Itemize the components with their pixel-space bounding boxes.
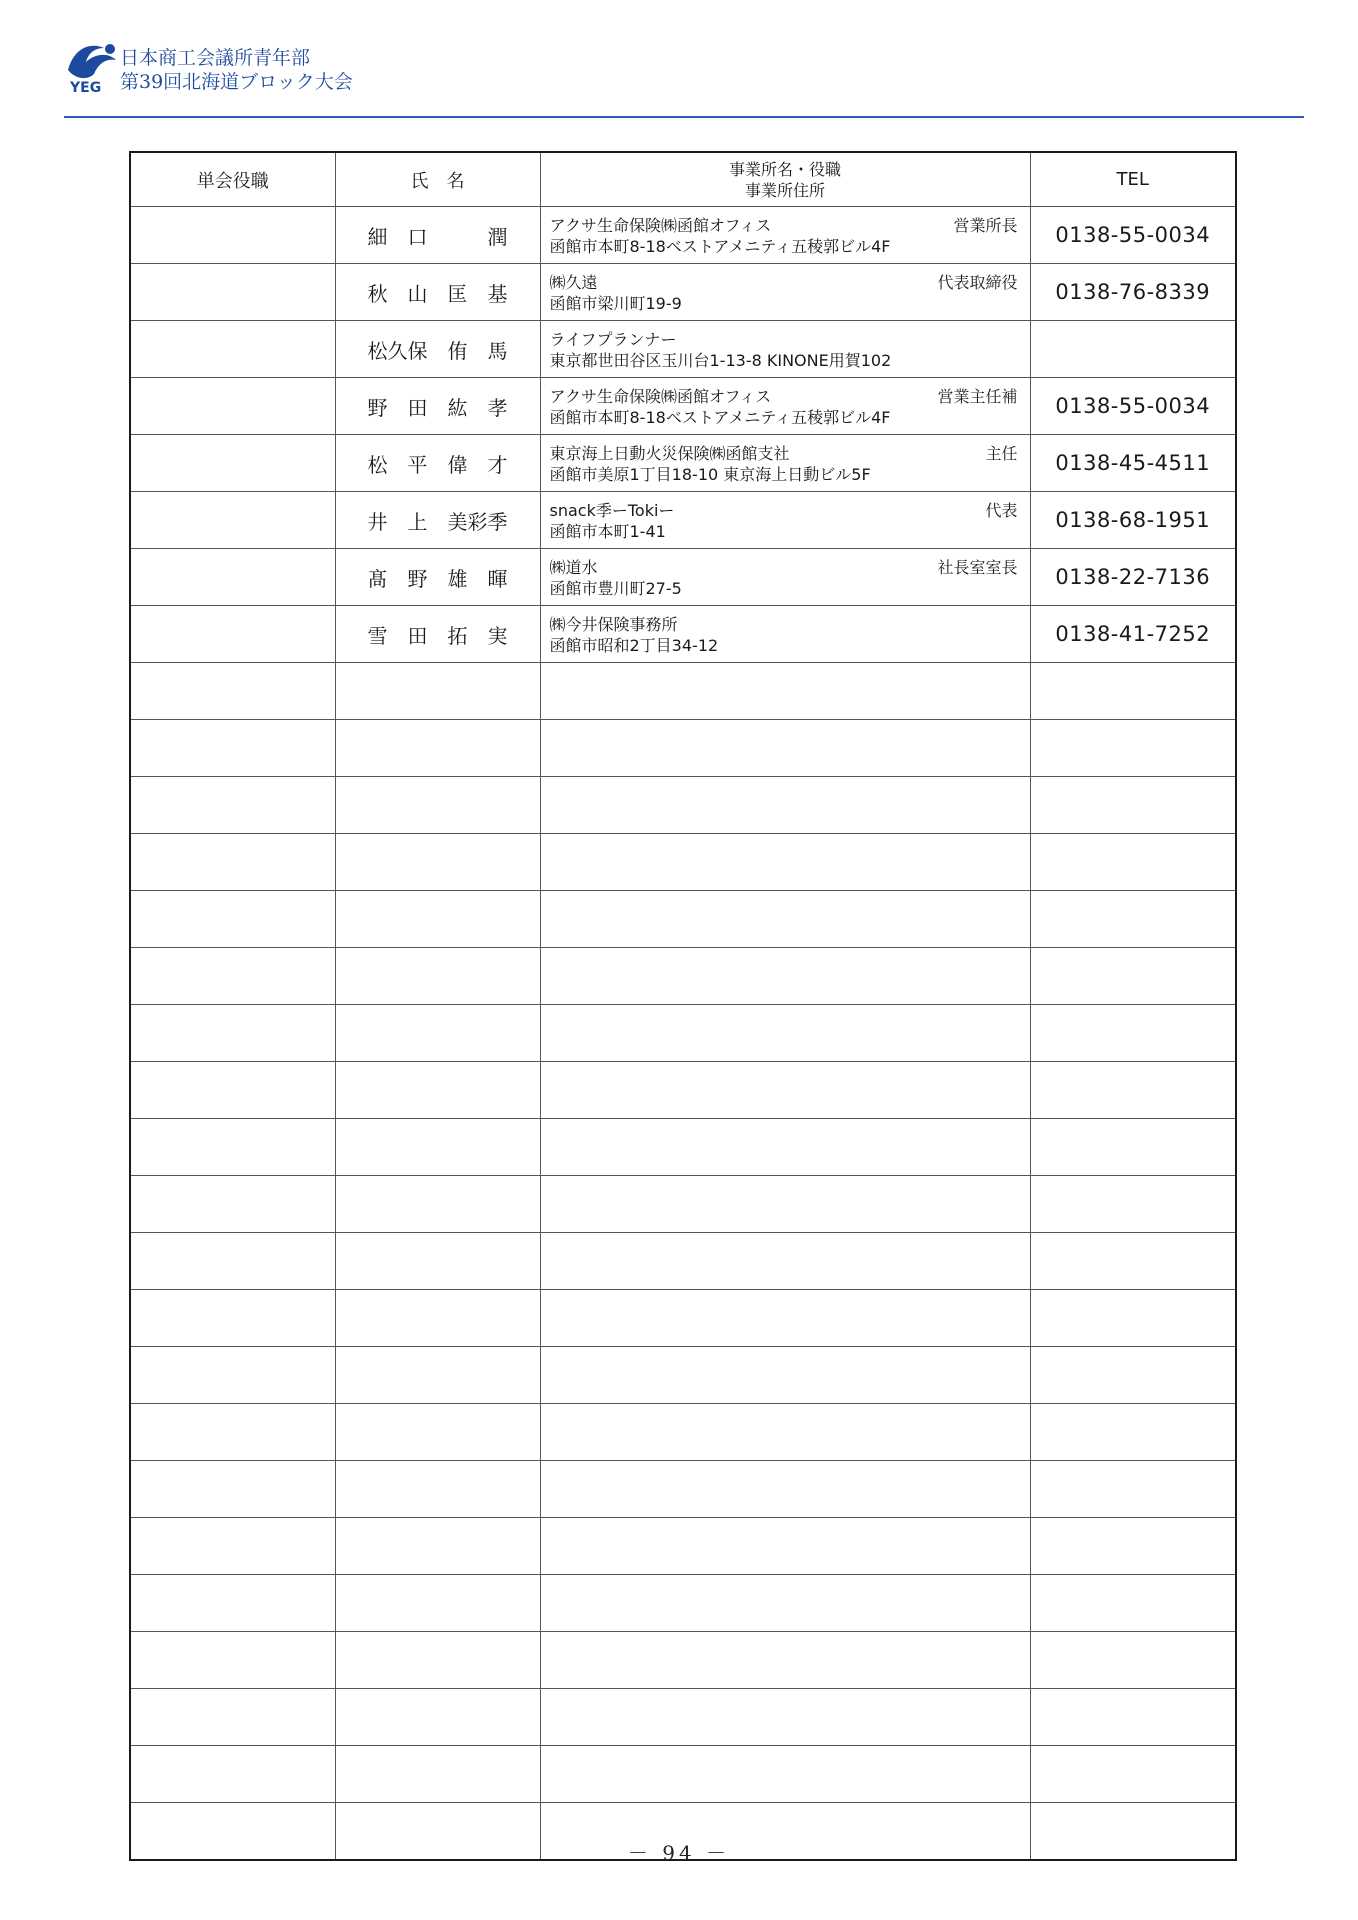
office-address: 函館市豊川町27-5 [549, 579, 682, 598]
table-row [130, 891, 1236, 948]
cell-office [540, 720, 1030, 777]
cell-role [130, 834, 335, 891]
header-office-line2: 事業所住所 [744, 180, 825, 200]
cell-office [540, 606, 1030, 663]
cell-office [540, 1575, 1030, 1632]
cell-office [540, 435, 1030, 492]
cell-name [335, 1347, 540, 1404]
cell-office [540, 1062, 1030, 1119]
table-row [130, 549, 1236, 606]
table-row [130, 834, 1236, 891]
cell-name [335, 1005, 540, 1062]
cell-role [130, 321, 335, 378]
cell-tel [1030, 1005, 1236, 1062]
office-address: 函館市昭和2丁目34-12 [549, 636, 719, 655]
cell-role [130, 606, 335, 663]
company-name: ㈱久遠 [549, 273, 598, 292]
office-address: 東京都世田谷区玉川台1-13-8 KINONE用賀102 [549, 351, 892, 370]
position-title: 営業主任補 [937, 387, 1018, 406]
office-line1 [550, 443, 1018, 464]
cell-tel [1030, 1290, 1236, 1347]
cell-name [335, 891, 540, 948]
cell-name [335, 1746, 540, 1803]
roster-table [129, 151, 1237, 1861]
table-row [130, 1632, 1236, 1689]
cell-role [130, 207, 335, 264]
cell-role [130, 378, 335, 435]
cell-tel: 0138-55-0034 [1030, 207, 1236, 264]
company-name: 東京海上日動火災保険㈱函館支社 [549, 444, 790, 463]
event-name: 第39回北海道ブロック大会 [120, 71, 353, 93]
page-number: － 94 － [627, 1841, 731, 1865]
cell-tel [1030, 1518, 1236, 1575]
cell-name: 雪 田 拓 実 [335, 606, 540, 663]
cell-office [540, 834, 1030, 891]
cell-name: 井 上 美彩季 [335, 492, 540, 549]
cell-tel [1030, 663, 1236, 720]
page-header [64, 40, 1304, 118]
cell-name [335, 1632, 540, 1689]
position-title: 代表 [985, 501, 1018, 520]
office-line1 [550, 386, 1018, 407]
cell-tel [1030, 891, 1236, 948]
cell-office [540, 663, 1030, 720]
cell-tel [1030, 1404, 1236, 1461]
cell-office [540, 549, 1030, 606]
cell-name: 秋 山 匡 基 [335, 264, 540, 321]
logo-text: YEG [70, 80, 102, 96]
cell-tel [1030, 777, 1236, 834]
header-tel: TEL [1030, 152, 1236, 207]
table-row [130, 321, 1236, 378]
cell-office [540, 1119, 1030, 1176]
cell-role [130, 663, 335, 720]
table-row [130, 1290, 1236, 1347]
company-name: snack季ーTokiー [549, 501, 675, 520]
company-name: アクサ生命保険㈱函館オフィス [549, 216, 772, 235]
cell-tel [1030, 834, 1236, 891]
cell-role [130, 1404, 335, 1461]
cell-role [130, 1005, 335, 1062]
cell-name: 松久保 侑 馬 [335, 321, 540, 378]
header-titles [120, 46, 353, 94]
header-office [540, 152, 1030, 207]
cell-office [540, 1176, 1030, 1233]
yeg-wave-logo-icon [64, 40, 120, 100]
table-row [130, 1575, 1236, 1632]
office-address: 函館市本町8-18ベストアメニティ五稜郭ビル4F [549, 237, 891, 256]
table-row [130, 378, 1236, 435]
cell-role [130, 264, 335, 321]
table-row [130, 720, 1236, 777]
cell-name: 松 平 偉 才 [335, 435, 540, 492]
table-row [130, 207, 1236, 264]
cell-role [130, 1518, 335, 1575]
office-line1 [550, 614, 1018, 635]
cell-name [335, 720, 540, 777]
office-address: 函館市梁川町19-9 [549, 294, 682, 313]
cell-tel [1030, 1632, 1236, 1689]
position-title: 代表取締役 [937, 273, 1018, 292]
roster-body [130, 207, 1236, 1861]
cell-office [540, 1005, 1030, 1062]
cell-tel [1030, 1233, 1236, 1290]
cell-name [335, 1689, 540, 1746]
cell-role [130, 720, 335, 777]
office-address: 函館市美原1丁目18-10 東京海上日動ビル5F [549, 465, 871, 484]
header-role: 単会役職 [130, 152, 335, 207]
cell-office [540, 1290, 1030, 1347]
company-name: ライフプランナー [549, 330, 677, 349]
office-line1 [550, 215, 1018, 236]
table-row [130, 1176, 1236, 1233]
cell-role [130, 1575, 335, 1632]
cell-name [335, 1233, 540, 1290]
cell-name: 髙 野 雄 暉 [335, 549, 540, 606]
cell-role [130, 1290, 335, 1347]
cell-role [130, 549, 335, 606]
cell-name: 野 田 紘 孝 [335, 378, 540, 435]
table-row [130, 1461, 1236, 1518]
cell-tel: 0138-41-7252 [1030, 606, 1236, 663]
cell-office [540, 1746, 1030, 1803]
cell-office [540, 1518, 1030, 1575]
cell-office [540, 891, 1030, 948]
header-name: 氏 名 [335, 152, 540, 207]
cell-role [130, 1119, 335, 1176]
table-row [130, 663, 1236, 720]
cell-tel [1030, 948, 1236, 1005]
table-row [130, 1119, 1236, 1176]
cell-tel [1030, 1689, 1236, 1746]
cell-office [540, 1404, 1030, 1461]
cell-tel [1030, 1119, 1236, 1176]
header-divider [64, 116, 1304, 118]
cell-tel [1030, 1461, 1236, 1518]
cell-tel [1030, 1176, 1236, 1233]
table-row [130, 1005, 1236, 1062]
cell-office [540, 777, 1030, 834]
table-row [130, 1746, 1236, 1803]
cell-tel: 0138-22-7136 [1030, 549, 1236, 606]
cell-office [540, 1347, 1030, 1404]
cell-role [130, 1746, 335, 1803]
cell-office [540, 207, 1030, 264]
cell-tel: 0138-68-1951 [1030, 492, 1236, 549]
cell-name [335, 1575, 540, 1632]
cell-role [130, 777, 335, 834]
table-row [130, 606, 1236, 663]
cell-role [130, 1689, 335, 1746]
table-header-row [130, 152, 1236, 207]
office-address: 函館市本町8-18ベストアメニティ五稜郭ビル4F [549, 408, 891, 427]
table-row [130, 264, 1236, 321]
office-line1 [550, 272, 1018, 293]
company-name: アクサ生命保険㈱函館オフィス [549, 387, 772, 406]
cell-name [335, 948, 540, 1005]
office-address: 函館市本町1-41 [549, 522, 666, 541]
cell-role [130, 1233, 335, 1290]
table-row [130, 435, 1236, 492]
cell-tel [1030, 1746, 1236, 1803]
roster-table-container [129, 151, 1237, 1861]
cell-office [540, 264, 1030, 321]
cell-office [540, 492, 1030, 549]
cell-tel [1030, 1347, 1236, 1404]
cell-name [335, 663, 540, 720]
cell-name [335, 1518, 540, 1575]
cell-office [540, 321, 1030, 378]
cell-office [540, 1689, 1030, 1746]
cell-role [130, 492, 335, 549]
table-row [130, 1689, 1236, 1746]
header-office-line1: 事業所名・役職 [728, 159, 841, 179]
table-row [130, 1347, 1236, 1404]
org-name: 日本商工会議所青年部 [120, 47, 311, 69]
position-title: 営業所長 [953, 216, 1018, 235]
cell-name [335, 1062, 540, 1119]
office-line1 [550, 557, 1018, 578]
table-row [130, 492, 1236, 549]
table-row [130, 948, 1236, 1005]
cell-name [335, 1461, 540, 1518]
cell-tel: 0138-45-4511 [1030, 435, 1236, 492]
cell-name [335, 1290, 540, 1347]
position-title: 社長室室長 [937, 558, 1018, 577]
cell-role [130, 1347, 335, 1404]
cell-tel [1030, 321, 1236, 378]
company-name: ㈱道水 [549, 558, 598, 577]
cell-role [130, 1632, 335, 1689]
position-title: 主任 [985, 444, 1018, 463]
cell-role [130, 435, 335, 492]
table-row [130, 1404, 1236, 1461]
cell-role [130, 1176, 335, 1233]
cell-office [540, 1233, 1030, 1290]
cell-name [335, 777, 540, 834]
cell-role [130, 948, 335, 1005]
cell-tel [1030, 720, 1236, 777]
office-line1 [550, 500, 1018, 521]
table-row [130, 1233, 1236, 1290]
cell-office [540, 1461, 1030, 1518]
cell-role [130, 891, 335, 948]
cell-role [130, 1461, 335, 1518]
cell-tel [1030, 1575, 1236, 1632]
cell-name [335, 1404, 540, 1461]
office-line1 [550, 329, 1018, 350]
cell-name [335, 1176, 540, 1233]
cell-office [540, 948, 1030, 1005]
cell-tel: 0138-76-8339 [1030, 264, 1236, 321]
cell-tel: 0138-55-0034 [1030, 378, 1236, 435]
table-row [130, 1518, 1236, 1575]
table-row [130, 1062, 1236, 1119]
cell-role [130, 1062, 335, 1119]
table-row [130, 777, 1236, 834]
cell-name: 細 口 潤 [335, 207, 540, 264]
cell-tel [1030, 1062, 1236, 1119]
company-name: ㈱今井保険事務所 [549, 615, 678, 634]
cell-name [335, 834, 540, 891]
cell-office [540, 378, 1030, 435]
cell-office [540, 1632, 1030, 1689]
cell-name [335, 1119, 540, 1176]
